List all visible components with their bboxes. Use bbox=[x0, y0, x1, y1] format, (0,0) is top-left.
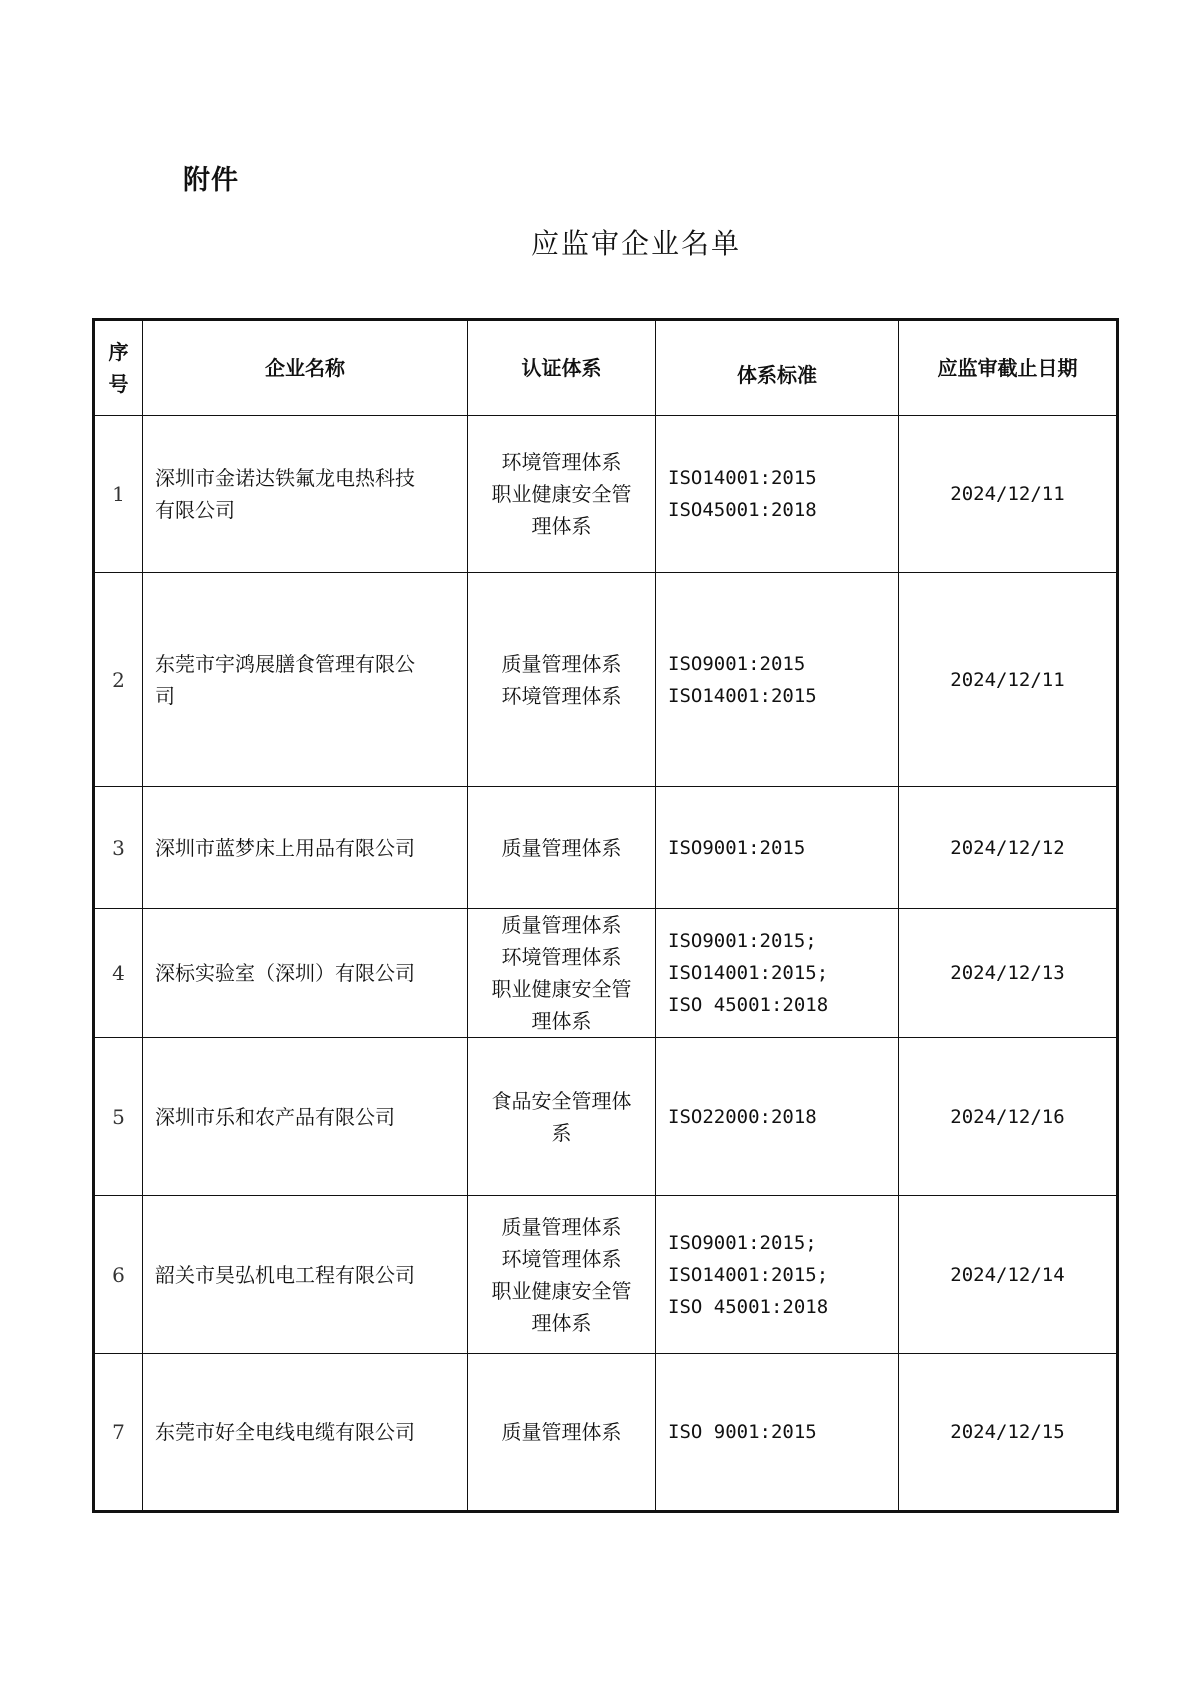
system-standard-cell bbox=[656, 416, 899, 573]
system-standard-cell bbox=[656, 787, 899, 909]
system-standard-line: ISO 9001:2015 bbox=[668, 1421, 817, 1443]
certification-system-cell bbox=[468, 909, 656, 1038]
system-standard-line: ISO22000:2018 bbox=[668, 1105, 817, 1128]
certification-system-line: 理体系 bbox=[531, 1009, 592, 1033]
system-standard-cell bbox=[656, 1038, 899, 1196]
deadline-date: 2024/12/12 bbox=[899, 787, 1118, 909]
table-row bbox=[94, 573, 1118, 787]
certification-system-line: 职业健康安全管 bbox=[491, 977, 632, 1001]
system-standard-line: ISO14001:2015; bbox=[668, 962, 829, 984]
deadline-date: 2024/12/13 bbox=[899, 909, 1118, 1038]
system-standard-line: ISO9001:2015 bbox=[668, 652, 806, 675]
system-standard-cell bbox=[656, 1354, 899, 1512]
certification-system-line: 质量管理体系 bbox=[501, 1420, 622, 1444]
column-header-company: 企业名称 bbox=[143, 320, 468, 416]
company-name-cell bbox=[143, 573, 468, 787]
company-name-line: 深圳市金诺达铁氟龙电热科技 bbox=[155, 466, 415, 490]
column-header-standard: 体系标准 bbox=[656, 320, 899, 416]
enterprise-table bbox=[92, 318, 1119, 1513]
deadline-date: 2024/12/15 bbox=[899, 1354, 1118, 1512]
row-index: 3 bbox=[94, 787, 143, 909]
certification-system-line: 食品安全管理体 bbox=[491, 1088, 632, 1113]
row-index: 5 bbox=[94, 1038, 143, 1196]
certification-system-line: 质量管理体系 bbox=[501, 1214, 622, 1239]
company-name-cell bbox=[143, 1354, 468, 1512]
table-header-row bbox=[94, 320, 1118, 416]
column-header-seq-line: 号 bbox=[108, 372, 129, 396]
row-index: 7 bbox=[94, 1354, 143, 1512]
certification-system-cell bbox=[468, 416, 656, 573]
system-standard-line: ISO 45001:2018 bbox=[668, 1295, 829, 1318]
table-row bbox=[94, 1196, 1118, 1354]
row-index: 6 bbox=[94, 1196, 143, 1354]
certification-system-line: 系 bbox=[551, 1120, 572, 1145]
system-standard-line: ISO14001:2015 bbox=[668, 467, 817, 489]
company-name-line: 深圳市蓝梦床上用品有限公司 bbox=[155, 835, 415, 860]
system-standard-line: ISO9001:2015; bbox=[668, 1231, 817, 1254]
table-row bbox=[94, 787, 1118, 909]
deadline-date: 2024/12/14 bbox=[899, 1196, 1118, 1354]
table-row bbox=[94, 1354, 1118, 1512]
certification-system-line: 理体系 bbox=[531, 514, 592, 538]
attachment-label: 附件 bbox=[183, 165, 239, 196]
company-name-line: 司 bbox=[155, 683, 175, 708]
table-row bbox=[94, 1038, 1118, 1196]
column-header-deadline: 应监审截止日期 bbox=[899, 320, 1118, 416]
certification-system-cell bbox=[468, 1354, 656, 1512]
certification-system-cell bbox=[468, 1038, 656, 1196]
system-standard-cell bbox=[656, 573, 899, 787]
system-standard-line: ISO14001:2015 bbox=[668, 684, 817, 707]
company-name-line: 韶关市昊弘机电工程有限公司 bbox=[155, 1262, 415, 1287]
certification-system-line: 环境管理体系 bbox=[501, 1246, 622, 1271]
table-body bbox=[94, 416, 1118, 1512]
certification-system-line: 环境管理体系 bbox=[501, 683, 622, 708]
company-name-line: 东莞市好全电线电缆有限公司 bbox=[155, 1420, 415, 1444]
company-name-line: 有限公司 bbox=[155, 498, 235, 522]
column-header-seq bbox=[94, 320, 143, 416]
certification-system-cell bbox=[468, 787, 656, 909]
certification-system-line: 理体系 bbox=[531, 1310, 592, 1335]
company-name-cell bbox=[143, 909, 468, 1038]
certification-system-line: 环境管理体系 bbox=[501, 945, 622, 969]
row-index: 4 bbox=[94, 909, 143, 1038]
system-standard-line: ISO45001:2018 bbox=[668, 499, 817, 521]
system-standard-line: ISO9001:2015; bbox=[668, 930, 817, 952]
company-name-line: 东莞市宇鸿展膳食管理有限公 bbox=[155, 651, 415, 676]
column-header-seq-line: 序 bbox=[108, 340, 129, 364]
certification-system-line: 质量管理体系 bbox=[501, 651, 622, 676]
deadline-date: 2024/12/11 bbox=[899, 416, 1118, 573]
column-header-system: 认证体系 bbox=[468, 320, 656, 416]
company-name-cell bbox=[143, 1196, 468, 1354]
certification-system-line: 职业健康安全管 bbox=[491, 482, 632, 506]
system-standard-line: ISO 45001:2018 bbox=[668, 994, 829, 1016]
system-standard-line: ISO9001:2015 bbox=[668, 836, 806, 859]
certification-system-line: 职业健康安全管 bbox=[491, 1278, 632, 1303]
company-name-line: 深圳市乐和农产品有限公司 bbox=[155, 1104, 395, 1129]
page-title: 应监审企业名单 bbox=[530, 227, 741, 260]
deadline-date: 2024/12/11 bbox=[899, 573, 1118, 787]
certification-system-cell bbox=[468, 573, 656, 787]
table-row bbox=[94, 909, 1118, 1038]
certification-system-cell bbox=[468, 1196, 656, 1354]
certification-system-line: 质量管理体系 bbox=[501, 835, 622, 860]
row-index: 2 bbox=[94, 573, 143, 787]
certification-system-line: 环境管理体系 bbox=[501, 450, 622, 474]
table-row bbox=[94, 416, 1118, 573]
company-name-cell bbox=[143, 416, 468, 573]
company-name-cell bbox=[143, 1038, 468, 1196]
company-name-cell bbox=[143, 787, 468, 909]
system-standard-line: ISO14001:2015; bbox=[668, 1263, 829, 1286]
row-index: 1 bbox=[94, 416, 143, 573]
system-standard-cell bbox=[656, 909, 899, 1038]
system-standard-cell bbox=[656, 1196, 899, 1354]
certification-system-line: 质量管理体系 bbox=[501, 913, 622, 937]
company-name-line: 深标实验室（深圳）有限公司 bbox=[155, 961, 415, 985]
deadline-date: 2024/12/16 bbox=[899, 1038, 1118, 1196]
